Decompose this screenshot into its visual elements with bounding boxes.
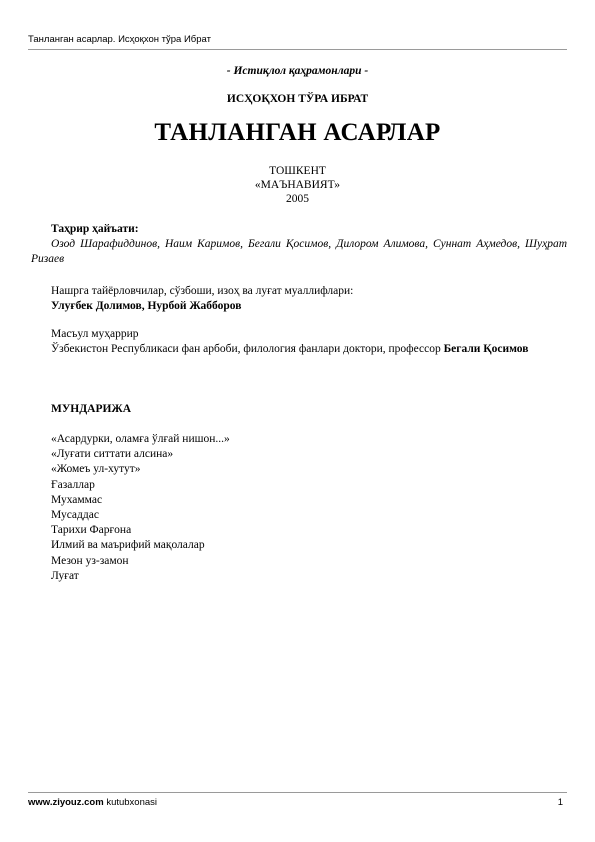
preparers-names: Улуғбек Долимов, Нурбой Жабборов bbox=[51, 300, 242, 312]
preparers bbox=[31, 284, 567, 314]
editorial-board bbox=[31, 222, 567, 267]
responsible-editor-label: Масъул муҳаррир bbox=[51, 328, 139, 340]
toc-item: Илмий ва маърифий мақолалар bbox=[51, 539, 205, 552]
responsible-editor-title: Ўзбекистон Республикаси фан арбоби, филология фанлари доктори, профессор bbox=[51, 343, 441, 355]
toc-item: «Асардурки, оламға ўлғай нишон...» bbox=[51, 433, 230, 445]
responsible-editor-name: Бегали Қосимов bbox=[443, 343, 529, 355]
responsible-editor bbox=[31, 327, 567, 357]
toc-item: Мусаддас bbox=[51, 509, 99, 522]
toc-item: Мезон уз-замон bbox=[51, 554, 129, 567]
toc-item: Луғат bbox=[51, 569, 79, 582]
preparers-label: Нашрга тайёрловчилар, сўзбоши, изоҳ ва луғат муаллифлари: bbox=[51, 285, 354, 297]
running-header: Танланган асарлар. Исҳоқхон тўра Ибрат bbox=[28, 34, 211, 45]
header-divider bbox=[28, 49, 567, 50]
imprint-year: 2005 bbox=[286, 193, 309, 205]
editorial-board-label: Таҳрир ҳайъати: bbox=[51, 223, 139, 235]
footer-site-link[interactable]: www.ziyouz.com bbox=[28, 797, 104, 808]
page-number: 1 bbox=[557, 797, 563, 808]
toc-item: Мухаммас bbox=[51, 493, 103, 506]
book-title: ТАНЛАНГАН АСАРЛАР bbox=[154, 119, 441, 146]
table-of-contents bbox=[51, 432, 230, 584]
responsible-editor-desc bbox=[31, 342, 567, 357]
imprint-publisher: «МАЪНАВИЯТ» bbox=[254, 179, 341, 191]
imprint-city: ТОШКЕНТ bbox=[269, 165, 326, 177]
series-title: - Истиқлол қаҳрамонлари - bbox=[226, 65, 369, 77]
footer-divider bbox=[28, 792, 567, 793]
toc-item: «Луғати ситтати алсина» bbox=[51, 448, 174, 461]
toc-item: Тарихи Фарғона bbox=[51, 524, 132, 537]
footer-site-suffix: kutubxonasi bbox=[106, 797, 158, 808]
toc-item: «Жомеъ ул-хутут» bbox=[51, 463, 141, 476]
contents-heading: МУНДАРИЖА bbox=[51, 403, 132, 415]
author-name: ИСҲОҚХОН ТЎРА ИБРАТ bbox=[226, 93, 369, 105]
page-footer bbox=[28, 797, 567, 808]
editorial-board-names: Озод Шарафиддинов, Наим Каримов, Бегали Қосимов, Дилором Алимова, Суннат Аҳмедов, Шуҳрат Ризаев bbox=[31, 238, 567, 265]
toc-item: Ғазаллар bbox=[51, 478, 95, 491]
imprint bbox=[0, 164, 595, 206]
